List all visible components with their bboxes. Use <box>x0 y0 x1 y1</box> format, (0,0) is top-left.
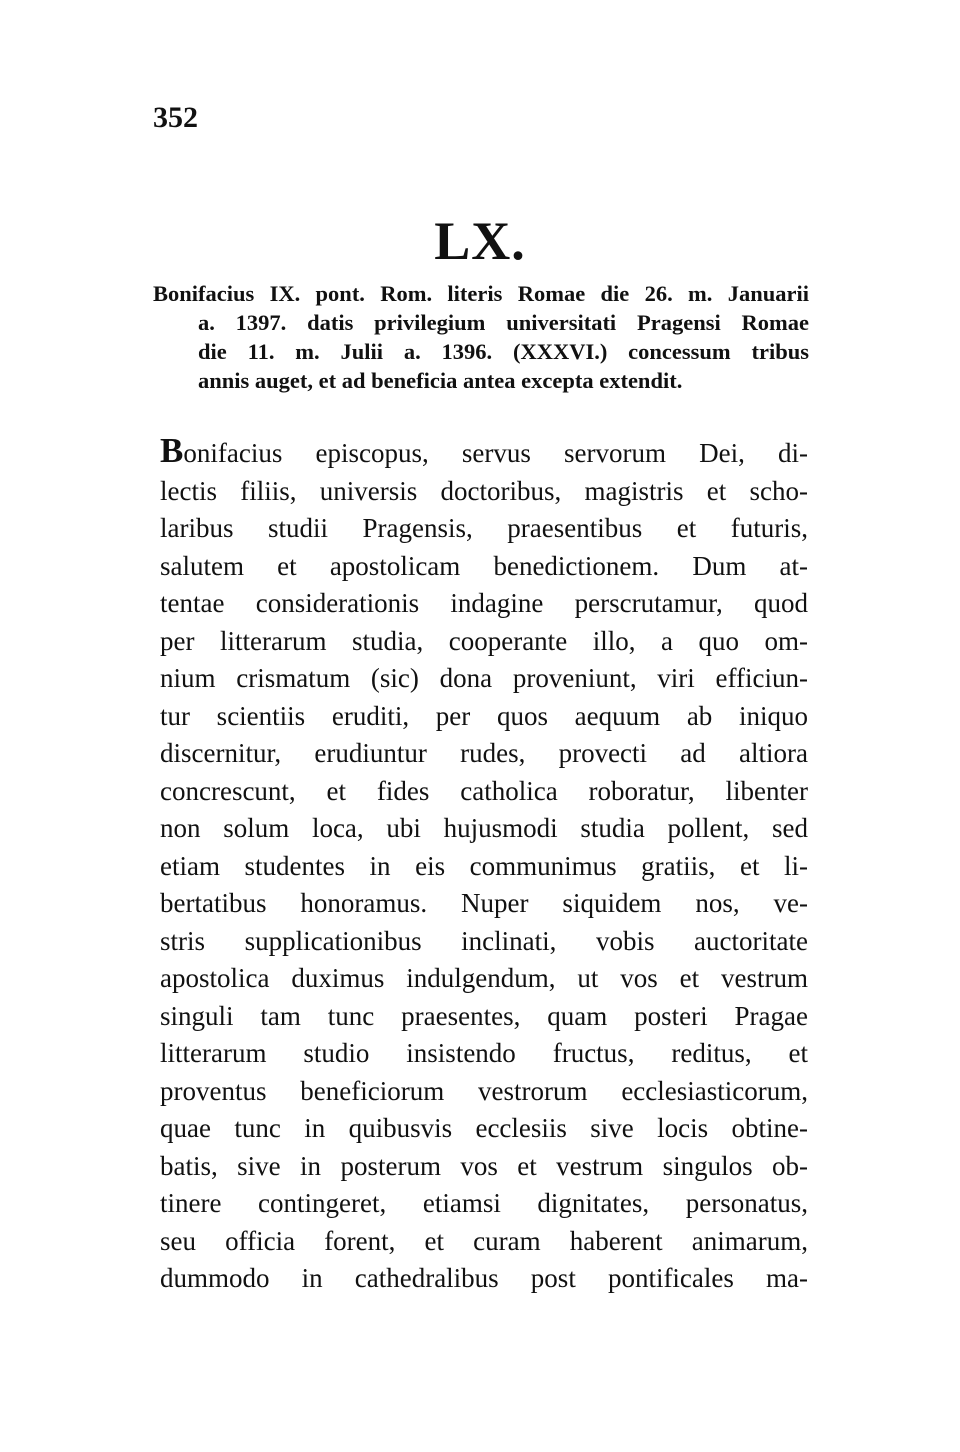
body-line: etiam studentes in eis communimus gratiis, et li- <box>160 850 808 881</box>
body-line: laribus studii Pragensis, praesentibus et futuris, <box>160 513 808 543</box>
body-line: tur scientiis eruditi, per quos aequum ab iniquo <box>160 700 808 731</box>
body-line: salutem et apostolicam benedictionem. Dum at- <box>160 550 808 581</box>
body-line: tinere contingeret, etiamsi dignitates, personatus, <box>160 1188 808 1218</box>
body-line: discernitur, erudiuntur rudes, provecti ad altiora <box>160 738 808 768</box>
page-number: 352 <box>153 101 198 134</box>
body-line: batis, sive in posterum vos et vestrum singulos ob- <box>160 1150 808 1181</box>
body-line: dummodo in cathedralibus post pontificales ma- <box>160 1263 808 1293</box>
body-line: seu officia forent, et curam haberent animarum, <box>160 1225 808 1256</box>
body-line: nium crismatum (sic) dona proveniunt, viri efficiun- <box>160 663 808 693</box>
body-line <box>160 433 808 473</box>
body-line: stris supplicationibus inclinati, vobis auctoritate <box>160 925 808 956</box>
body-line: bertatibus honoramus. Nuper siquidem nos, ve- <box>160 888 808 918</box>
summary-line: die 11. m. Julii a. 1396. (XXXVI.) concessum tribus <box>198 339 809 364</box>
body-line: singuli tam tunc praesentes, quam posteri Pragae <box>160 1000 808 1031</box>
summary-line: annis auget, et ad beneficia antea excepta extendit. <box>198 368 683 393</box>
document-title: LX. <box>434 211 526 271</box>
initial-letter: B <box>160 431 184 470</box>
body-text <box>160 433 808 1298</box>
body-line: lectis filiis, universis doctoribus, magistris et scho- <box>160 475 808 506</box>
summary-line: a. 1397. datis privilegium universitati Pragensi Romae <box>198 310 809 335</box>
summary-line: Bonifacius IX. pont. Rom. literis Romae die 26. m. Januarii <box>153 281 809 306</box>
body-line: per litterarum studia, cooperante illo, a quo om- <box>160 625 808 656</box>
body-line: apostolica duximus indulgendum, ut vos et vestrum <box>160 963 808 993</box>
document-summary <box>153 279 809 395</box>
body-line: concrescunt, et fides catholica roboratur, libenter <box>160 775 808 806</box>
first-line-text: onifacius episcopus, servus servorum Dei, di- <box>183 438 808 468</box>
body-line: non solum loca, ubi hujusmodi studia pollent, sed <box>160 813 808 843</box>
body-line: quae tunc in quibusvis ecclesiis sive locis obtine- <box>160 1113 808 1143</box>
body-line: proventus beneficiorum vestrorum ecclesiasticorum, <box>160 1075 808 1106</box>
body-line: litterarum studio insistendo fructus, reditus, et <box>160 1038 808 1068</box>
body-line: tentae considerationis indagine perscrutamur, quod <box>160 588 808 618</box>
